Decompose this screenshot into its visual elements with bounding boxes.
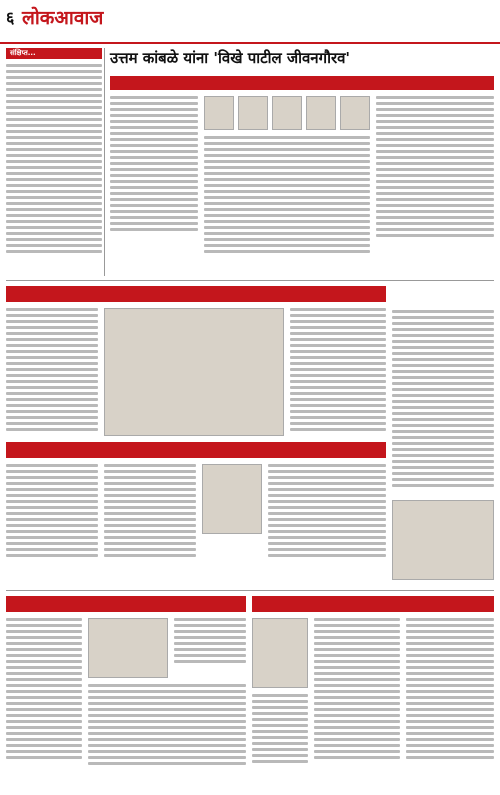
column-divider	[104, 48, 105, 276]
portrait-photo	[306, 96, 336, 130]
portrait-photo	[238, 96, 268, 130]
lead-body-mid	[204, 136, 370, 256]
story4-col2	[88, 684, 246, 768]
story3-col3	[268, 464, 386, 560]
portrait-photo	[272, 96, 302, 130]
section-divider	[6, 590, 494, 591]
story-photo	[88, 618, 168, 678]
page-number: ६	[6, 8, 15, 27]
short-news-body	[6, 64, 102, 256]
portrait-photo	[252, 618, 308, 688]
story2-col1	[6, 308, 98, 434]
second-banner	[6, 286, 386, 302]
story4-col1	[6, 618, 82, 762]
paper-name: लोकआवाज	[22, 7, 104, 29]
event-photo	[104, 308, 284, 436]
story2-col3	[290, 308, 386, 434]
lead-headline: उत्तम कांबळे यांना 'विखे पाटील जीवनगौरव'	[110, 49, 351, 67]
bottom-banner-2	[252, 596, 494, 612]
bottom-banner-1	[6, 596, 246, 612]
masthead	[0, 0, 500, 44]
story5-col0	[252, 694, 308, 766]
story5-col1	[314, 618, 400, 762]
side-story-body	[392, 310, 494, 490]
lead-subhead-bar	[110, 76, 494, 90]
portrait-photo	[340, 96, 370, 130]
lead-body-col1	[110, 96, 198, 234]
portrait-photo	[202, 464, 262, 534]
portrait-photo	[204, 96, 234, 130]
lead-body-col3	[376, 96, 494, 240]
third-banner	[6, 442, 386, 458]
story3-col2	[104, 464, 196, 560]
story3-col1	[6, 464, 98, 560]
side-photo	[392, 500, 494, 580]
short-news-label: संक्षिप्त...	[6, 48, 102, 59]
story4-col3	[174, 618, 246, 666]
story5-col2	[406, 618, 494, 762]
section-divider	[6, 280, 494, 281]
